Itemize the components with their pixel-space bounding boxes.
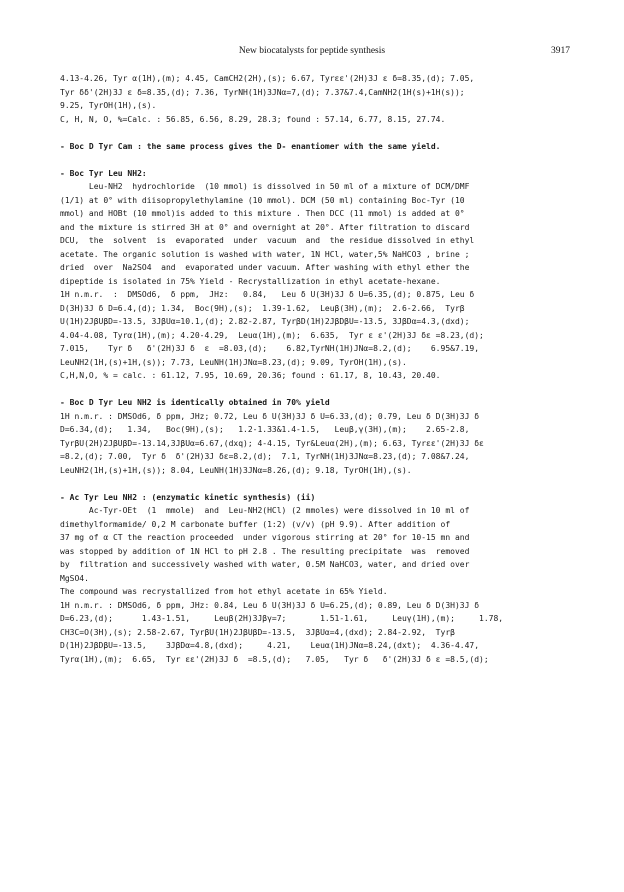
text-line: 1H n.m.r. : DMSOd6, δ ppm, JHz: 0.84, Leu δ U(3H)3J δ U=6.35,(d); 0.875, Leu δ xyxy=(60,290,475,299)
section-heading-line: - Ac Tyr Leu NH2 : (enzymatic kinetic synthesis) (ii) xyxy=(60,492,316,502)
text-line: D(1H)2JβDβU=-13.5, 3JβDα=4.8,(dxd); 4.21, Leuα(1H)JNα=8.24,(dxt); 4.36-4.47, xyxy=(60,641,480,650)
running-header xyxy=(0,46,624,60)
text-line: (1/1) at 0° with diisopropylethylamine (10 mmol). DCM (50 ml) containing Boc-Tyr (10 xyxy=(60,195,465,205)
section-heading-line: - Boc D Tyr Cam : the same process gives the D- enantiomer with the same yield. xyxy=(60,141,441,151)
section-heading-line: - Boc D Tyr Leu NH2 is identically obtained in 70% yield xyxy=(60,398,330,407)
text-line: Tyr δδ'(2H)3J ε δ=8.35,(d); 7.36, TyrNH(1H)3JNα=7,(d); 7.37&7.4,CamNH2(1H(s)+1H(s)); xyxy=(60,87,465,97)
text-line: dimethylformamide/ 0,2 M carbonate buffer (1:2) (v/v) (pH 9.9). After addition of xyxy=(60,519,451,529)
paragraph-spacer xyxy=(60,477,580,491)
text-line: 9.25, TyrOH(1H),(s). xyxy=(60,101,157,110)
running-title: New biocatalysts for peptide synthesis xyxy=(238,46,386,56)
text-line: was stopped by addition of 1N HCl to pH 2.8 . The resulting precipitate was removed xyxy=(60,546,470,556)
text-line: acetate. The organic solution is washed with water, 1N HCl, water,5% NaHCO3 , brine ; xyxy=(60,249,470,259)
text-line: LeuNH2(1H,(s)+1H,(s)); 7.73, LeuNH(1H)JNα=8.23,(d); 9.09, TyrOH(1H),(s). xyxy=(60,357,407,367)
document-body xyxy=(60,72,580,666)
text-line: C, H, N, O, %=Calc. : 56.85, 6.56, 8.29, 28.3; found : 57.14, 6.77, 8.15, 27.74. xyxy=(60,114,446,124)
text-line: and the mixture is stirred 3H at 0° and overnight at 20°. After filtration to discard xyxy=(60,222,470,232)
paragraph-spacer xyxy=(60,383,580,397)
text-line: U(1H)2JβUβD=-13.5, 3JβUα=10.1,(d); 2.82-2.87, TyrβD(1H)2JβDβU=-13.5, 3JβDα=4.3,(dxd); xyxy=(60,317,470,326)
text-line: D(3H)3J δ D=6.4,(d); 1.34, Boc(9H),(s); 1.39-1.62, Leuβ(3H),(m); 2.6-2.66, Tyrβ xyxy=(60,303,465,313)
text-line: MgSO4. xyxy=(60,573,89,583)
text-line: by filtration and successively washed with water, 0.5M NaHCO3, water, and dried over xyxy=(60,560,470,569)
text-line: D=6.34,(d); 1.34, Boc(9H),(s); 1.2-1.33&1.4-1.5, Leuβ,γ(3H),(m); 2.65-2.8, xyxy=(60,425,470,434)
text-line: CH3C=O(3H),(s); 2.58-2.67, TyrβU(1H)2JβUβD=-13.5, 3JβUα=4,(dxd); 2.84-2.92, Tyrβ xyxy=(60,627,455,637)
text-line: =8.2,(d); 7.00, Tyr δ δ'(2H)3J δε=8.2,(d); 7.1, TyrNH(1H)3JNα=8.23,(d); 7.08&7.24, xyxy=(60,452,470,461)
paragraph-spacer xyxy=(60,153,580,167)
text-line: LeuNH2(1H,(s)+1H,(s)); 8.04, LeuNH(1H)3JNα=8.26,(d); 9.18, TyrOH(1H),(s). xyxy=(60,465,412,475)
text-line: 4.04-4.08, Tyrα(1H),(m); 4.20-4.29, Leuα(1H),(m); 6.635, Tyr ε ε'(2H)3J δε =8.23,(d); xyxy=(60,330,484,340)
section-heading-line: - Boc Tyr Leu NH2: xyxy=(60,168,147,178)
text-line: 1H n.m.r. : DMSOd6, δ ppm, JHz: 0.84, Leu δ U(3H)3J δ U=6.25,(d); 0.89, Leu δ D(3H)3J δ xyxy=(60,600,480,610)
text-line: Tyrα(1H),(m); 6.65, Tyr εε'(2H)3J δ =8.5,(d); 7.05, Tyr δ δ'(2H)3J δ ε =8.5,(d); xyxy=(60,654,489,664)
text-line: The compound was recrystallized from hot ethyl acetate in 65% Yield. xyxy=(60,587,388,596)
text-line: C,H,N,O, % = calc. : 61.12, 7.95, 10.69, 20.36; found : 61.17, 8, 10.43, 20.40. xyxy=(60,371,441,380)
text-line: 4.13-4.26, Tyr α(1H),(m); 4.45, CamCH2(2H),(s); 6.67, Tyrεε'(2H)3J ε δ=8.35,(d); 7.05, xyxy=(60,74,475,83)
text-line: Ac-Tyr-OEt (1 mmole) and Leu-NH2(HCl) (2 mmoles) were dissolved in 10 ml of xyxy=(60,506,470,515)
text-line: 7.015, Tyr δ δ'(2H)3J δ ε =8.03,(d); 6.82,TyrNH(1H)JNα=8.2,(d); 6.95&7.19, xyxy=(60,344,480,353)
text-line: 37 mg of α CT the reaction proceeded under vigorous stirring at 20° for 10-15 mn and xyxy=(60,533,470,542)
text-line: dried over Na2SO4 and evaporated under vacuum. After washing with ethyl ether the xyxy=(60,263,470,272)
text-line: mmol) and HOBt (10 mmol)is added to this mixture . Then DCC (11 mmol) is added at 0° xyxy=(60,209,465,218)
text-line: 1H n.m.r. : DMSOd6, δ ppm, JHz; 0.72, Leu δ U(3H)3J δ U=6.33,(d); 0.79, Leu δ D(3H)3J δ xyxy=(60,411,480,421)
text-line: D=6.23,(d); 1.43-1.51, Leuβ(2H)3Jβγ=7; 1.51-1.61, Leuγ(1H),(m); 1.78, xyxy=(60,614,504,623)
paragraph-spacer xyxy=(60,126,580,140)
text-line: Leu-NH2 hydrochloride (10 mmol) is dissolved in 50 ml of a mixture of DCM/DMF xyxy=(60,182,470,191)
text-line: TyrβU(2H)2JβUβD=-13.14,3JβUα=6.67,(dxq); 4-4.15, Tyr&Leuα(2H),(m); 6.63, Tyrεε'(2H)3J δε xyxy=(60,438,484,448)
text-line: DCU, the solvent is evaporated under vacuum and the residue dissolved in ethyl xyxy=(60,236,475,245)
text-line: dipeptide is isolated in 75% Yield - Recrystallization in ethyl acetate-hexane. xyxy=(60,276,441,286)
page-number: 3917 xyxy=(551,46,570,56)
